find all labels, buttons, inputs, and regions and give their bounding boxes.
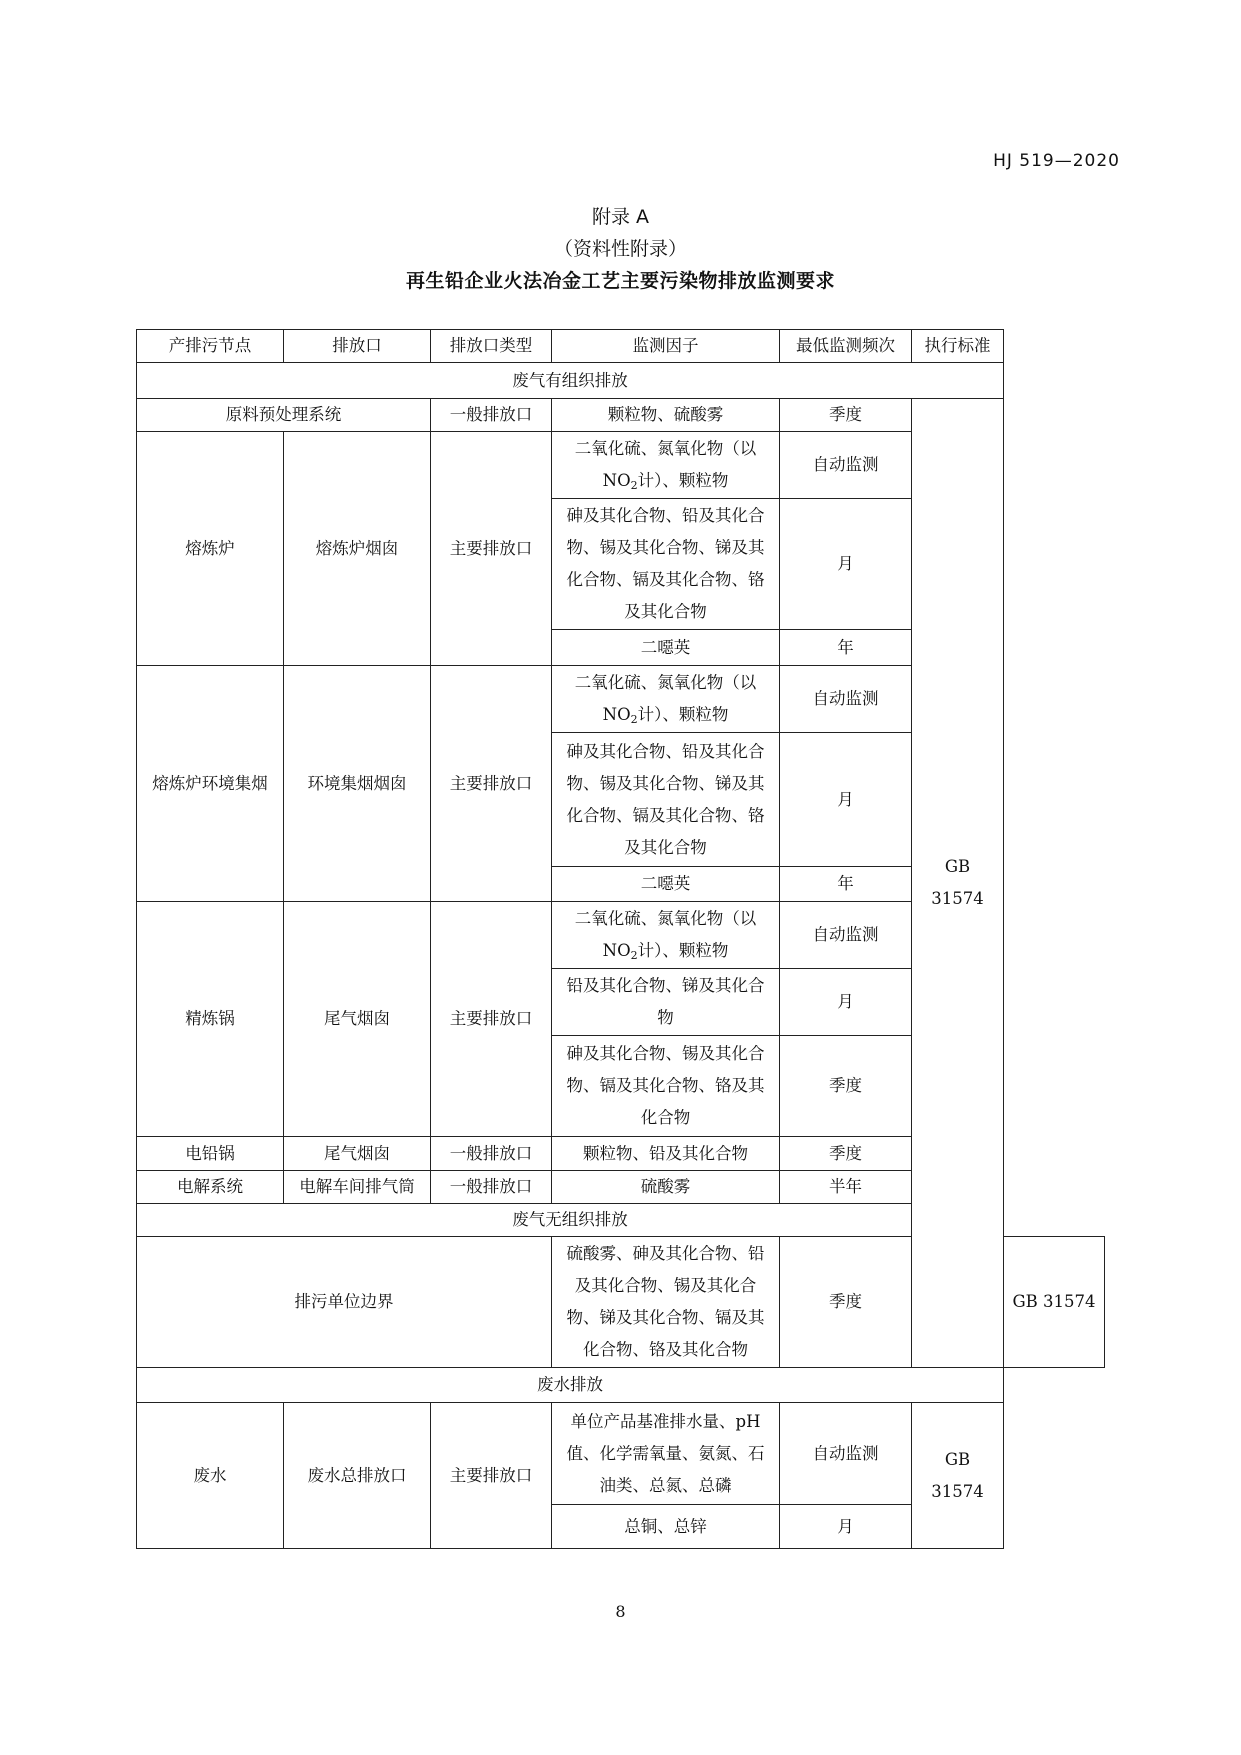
frequency-cell: 季度 [780, 1036, 912, 1137]
node-cell: 熔炼炉 [137, 432, 284, 666]
factor-cell: 硫酸雾 [552, 1171, 780, 1204]
frequency-cell: 半年 [780, 1171, 912, 1204]
column-header: 最低监测频次 [780, 330, 912, 363]
outlet-cell: 尾气烟囱 [284, 1137, 431, 1171]
outlet-type-cell: 主要排放口 [431, 432, 552, 666]
outlet-cell: 废水总排放口 [284, 1403, 431, 1549]
frequency-cell: 自动监测 [780, 432, 912, 499]
page-title: 再生铅企业火法冶金工艺主要污染物排放监测要求 [405, 270, 835, 292]
column-header: 产排污节点 [137, 330, 284, 363]
factor-cell: 砷及其化合物、铅及其化合物、锡及其化合物、锑及其化合物、镉及其化合物、铬及其化合物 [552, 499, 780, 630]
frequency-cell: 自动监测 [780, 666, 912, 733]
node-cell: 废水 [137, 1403, 284, 1549]
factor-text: 二氧化硫、氮氧化物（以NO [574, 673, 757, 724]
frequency-cell: 季度 [780, 399, 912, 432]
standard-cell: GB 31574 [912, 1403, 1004, 1549]
column-header: 监测因子 [552, 330, 780, 363]
table-row [137, 1403, 1105, 1505]
node-cell: 精炼锅 [137, 902, 284, 1137]
frequency-cell: 年 [780, 630, 912, 666]
outlet-cell: 熔炼炉烟囱 [284, 432, 431, 666]
outlet-cell: 环境集烟烟囱 [284, 666, 431, 902]
factor-cell: 砷及其化合物、铅及其化合物、锡及其化合物、锑及其化合物、镉及其化合物、铬及其化合物 [552, 733, 780, 867]
outlet-type-cell: 主要排放口 [431, 666, 552, 902]
frequency-cell: 自动监测 [780, 1403, 912, 1505]
outlet-cell: 尾气烟囱 [284, 902, 431, 1137]
frequency-cell: 自动监测 [780, 902, 912, 969]
factor-cell: 铅及其化合物、锑及其化合物 [552, 969, 780, 1036]
outlet-type-cell: 主要排放口 [431, 1403, 552, 1549]
standard-cell: GB 31574 [1004, 1237, 1105, 1368]
column-header: 排放口 [284, 330, 431, 363]
page-number: 8 [615, 1602, 626, 1621]
factor-cell: 颗粒物、铅及其化合物 [552, 1137, 780, 1171]
frequency-cell: 月 [780, 969, 912, 1036]
factor-cell: 砷及其化合物、锡及其化合物、镉及其化合物、铬及其化合物 [552, 1036, 780, 1137]
frequency-cell: 月 [780, 499, 912, 630]
section-header: 废气有组织排放 [137, 363, 1004, 399]
table-row [137, 399, 1105, 432]
outlet-type-cell: 一般排放口 [431, 1137, 552, 1171]
column-header: 执行标准 [912, 330, 1004, 363]
section-header: 废水排放 [137, 1368, 1004, 1403]
frequency-cell: 月 [780, 733, 912, 867]
factor-cell: 硫酸雾、砷及其化合物、铅及其化合物、锡及其化合物、锑及其化合物、镉及其化合物、铬及其化合物 [552, 1237, 780, 1368]
factor-cell: 二噁英 [552, 630, 780, 666]
appendix-nature: （资料性附录） [553, 238, 687, 260]
outlet-type-cell: 主要排放口 [431, 902, 552, 1137]
factor-cell [552, 432, 780, 499]
factor-text: 二氧化硫、氮氧化物（以NO [574, 909, 757, 960]
factor-cell [552, 902, 780, 969]
subscript: 2 [630, 713, 638, 726]
node-cell: 排污单位边界 [137, 1237, 552, 1368]
standard-code: HJ 519—2020 [993, 151, 1120, 171]
factor-cell: 单位产品基准排水量、pH值、化学需氧量、氨氮、石油类、总氮、总磷 [552, 1403, 780, 1505]
outlet-type-cell: 一般排放口 [431, 399, 552, 432]
node-cell: 原料预处理系统 [137, 399, 431, 432]
factor-cell: 总铜、总锌 [552, 1505, 780, 1549]
standard-cell: GB 31574 [912, 399, 1004, 1368]
factor-cell [552, 666, 780, 733]
factor-text: 计）、颗粒物 [637, 941, 729, 960]
outlet-cell: 电解车间排气筒 [284, 1171, 431, 1204]
outlet-type-cell: 一般排放口 [431, 1171, 552, 1204]
subscript: 2 [630, 949, 638, 962]
subscript: 2 [630, 479, 638, 492]
node-cell: 熔炼炉环境集烟 [137, 666, 284, 902]
table-header-row [137, 330, 1105, 363]
appendix-label: 附录 A [591, 206, 650, 228]
frequency-cell: 月 [780, 1505, 912, 1549]
factor-text: 二氧化硫、氮氧化物（以NO [574, 439, 757, 490]
factor-cell: 颗粒物、硫酸雾 [552, 399, 780, 432]
column-header: 排放口类型 [431, 330, 552, 363]
frequency-cell: 季度 [780, 1137, 912, 1171]
frequency-cell: 年 [780, 867, 912, 902]
section-header: 废气无组织排放 [137, 1204, 1004, 1237]
factor-text: 计）、颗粒物 [637, 471, 729, 490]
node-cell: 电铅锅 [137, 1137, 284, 1171]
node-cell: 电解系统 [137, 1171, 284, 1204]
frequency-cell: 季度 [780, 1237, 912, 1368]
factor-cell: 二噁英 [552, 867, 780, 902]
monitoring-requirements-table [136, 329, 1105, 1549]
factor-text: 计）、颗粒物 [637, 705, 729, 724]
